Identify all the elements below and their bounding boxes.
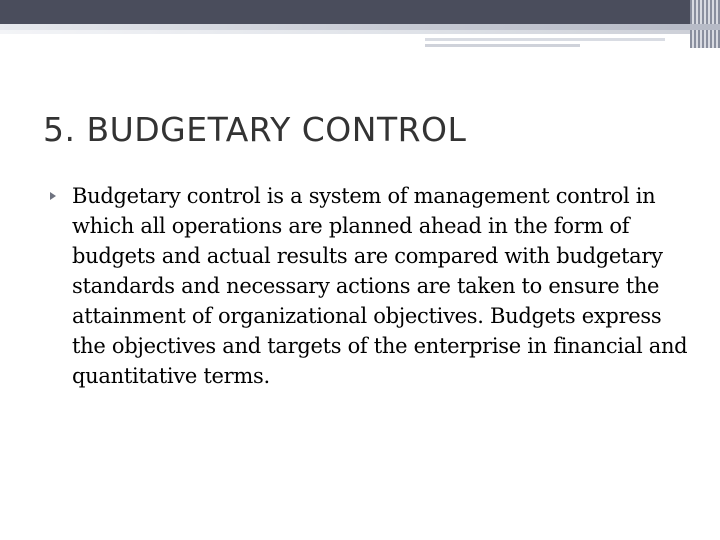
triangle-bullet-icon: [50, 192, 56, 200]
body-paragraph: Budgetary control is a system of management control in which all operations are planned ahead in the form of budgets and actual results are compared with budgetary standards and necessary actions are taken to ensure the attainment of organizational objectives. Budgets express the objectives and targets of the enterprise in financial and quantitative terms.: [72, 184, 688, 388]
header-divider-line: [0, 30, 690, 34]
header-accent-line: [425, 44, 580, 47]
header-accent-line: [425, 38, 665, 41]
slide-content: [50, 181, 690, 391]
header-band: [0, 0, 720, 24]
slide-title: 5. BUDGETARY CONTROL: [43, 110, 467, 149]
